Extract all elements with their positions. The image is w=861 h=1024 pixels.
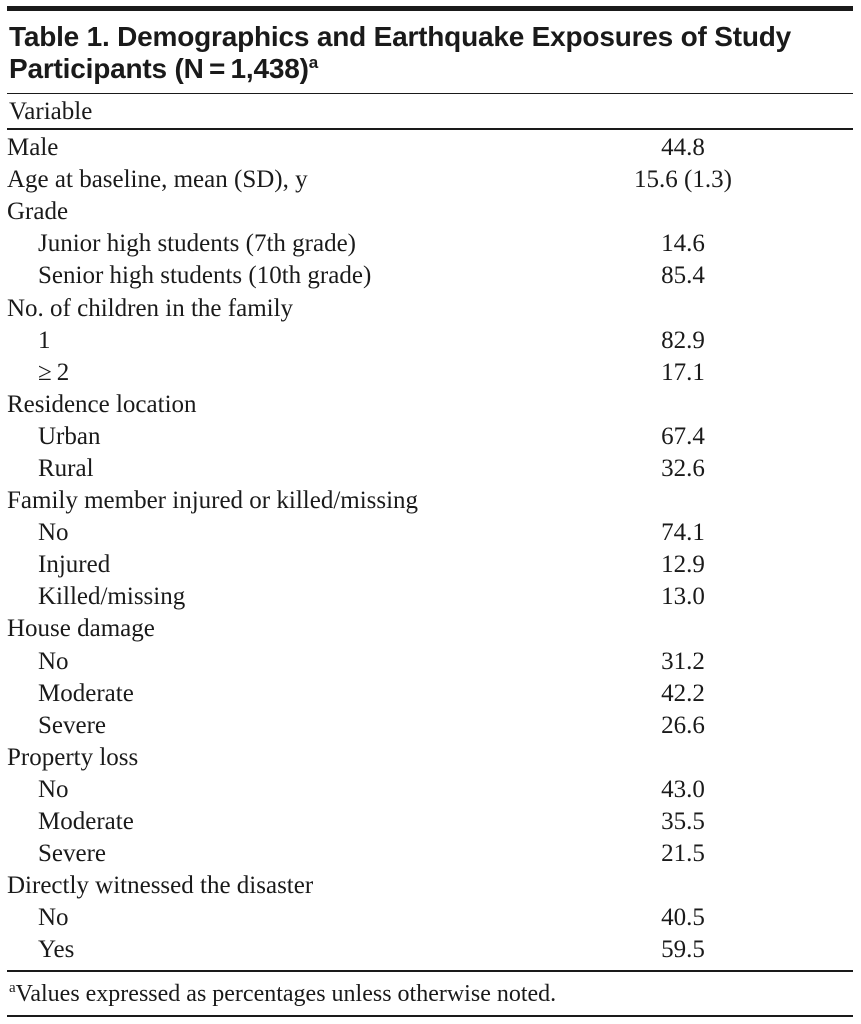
table-row xyxy=(7,164,853,196)
row-value: 85.4 xyxy=(661,262,705,290)
table-row xyxy=(7,613,853,645)
row-label: Moderate xyxy=(38,808,134,836)
table-row xyxy=(7,228,853,260)
row-value: 15.6 (1.3) xyxy=(634,166,732,194)
row-value-cell xyxy=(661,581,853,613)
row-label: Property loss xyxy=(7,743,139,771)
table-row xyxy=(7,581,853,613)
row-label: Grade xyxy=(7,198,69,226)
table-row xyxy=(7,292,853,324)
row-value-cell xyxy=(661,260,853,292)
row-label: 1 xyxy=(38,326,51,354)
row-value-cell xyxy=(661,549,853,581)
row-label: No xyxy=(38,519,69,547)
row-value-cell xyxy=(661,902,853,934)
row-value: 26.6 xyxy=(661,711,705,739)
row-value-cell xyxy=(661,646,853,678)
row-label: Junior high students (7th grade) xyxy=(38,230,357,258)
row-label: Directly witnessed the disaster xyxy=(7,872,314,900)
data-table xyxy=(7,132,853,966)
table-row xyxy=(7,902,853,934)
row-label: Residence location xyxy=(7,390,197,418)
footnote-marker: a xyxy=(9,980,16,997)
row-label: Male xyxy=(7,134,59,162)
row-label: Severe xyxy=(38,711,107,739)
row-value: 44.8 xyxy=(661,134,705,162)
table-row xyxy=(7,453,853,485)
row-label: Senior high students (10th grade) xyxy=(38,262,372,290)
table-body xyxy=(7,132,853,966)
table-row xyxy=(7,838,853,870)
row-value-cell xyxy=(661,710,853,742)
row-value-cell xyxy=(683,870,853,902)
row-label: No xyxy=(38,904,69,932)
row-value: 12.9 xyxy=(661,551,705,579)
row-value-cell xyxy=(661,678,853,710)
row-value-cell xyxy=(683,742,853,774)
row-label: Rural xyxy=(38,454,94,482)
row-value-cell xyxy=(683,196,853,228)
row-label: No. of children in the family xyxy=(7,294,294,322)
row-value-cell xyxy=(661,421,853,453)
row-value-cell xyxy=(661,838,853,870)
table-title-footnote-marker: a xyxy=(308,53,319,72)
table-row xyxy=(7,196,853,228)
table-row xyxy=(7,389,853,421)
row-label: House damage xyxy=(7,615,155,643)
row-label: Family member injured or killed/missing xyxy=(7,487,419,515)
footnote-text: Values expressed as percentages unless otherwise noted. xyxy=(15,981,557,1008)
row-value-cell xyxy=(661,517,853,549)
row-label: No xyxy=(38,775,69,803)
foot-rule xyxy=(7,1015,853,1017)
row-value: 42.2 xyxy=(661,679,705,707)
table-row xyxy=(7,710,853,742)
row-value: 40.5 xyxy=(661,904,705,932)
row-value-cell xyxy=(661,453,853,485)
row-label: Severe xyxy=(38,840,107,868)
row-value: 35.5 xyxy=(661,808,705,836)
row-value-cell xyxy=(683,292,853,324)
table-row xyxy=(7,774,853,806)
row-label: Moderate xyxy=(38,679,134,707)
header-rule xyxy=(7,128,853,130)
table-title-text: Table 1. Demographics and Earthquake Exposures of Study Participants (N = 1,438) xyxy=(9,21,792,84)
row-label: Yes xyxy=(38,936,75,964)
table-title xyxy=(9,21,853,85)
table-row xyxy=(7,357,853,389)
row-value-cell xyxy=(661,774,853,806)
column-header xyxy=(7,94,853,128)
footnote xyxy=(7,972,853,1010)
row-value: 14.6 xyxy=(661,230,705,258)
table-row xyxy=(7,806,853,838)
row-value: 43.0 xyxy=(661,775,705,803)
row-value: 59.5 xyxy=(661,936,705,964)
table-row xyxy=(7,517,853,549)
table-row xyxy=(7,132,853,164)
row-value: 17.1 xyxy=(661,358,705,386)
row-value-cell xyxy=(661,357,853,389)
row-label: Injured xyxy=(38,551,111,579)
table-row xyxy=(7,260,853,292)
table-row xyxy=(7,549,853,581)
table-row xyxy=(7,678,853,710)
row-value: 82.9 xyxy=(661,326,705,354)
row-value: 74.1 xyxy=(661,519,705,547)
row-value: 21.5 xyxy=(661,840,705,868)
row-value: 32.6 xyxy=(661,454,705,482)
table-row xyxy=(7,934,853,966)
row-label: Age at baseline, mean (SD), y xyxy=(7,166,308,194)
table-row xyxy=(7,421,853,453)
row-value: 67.4 xyxy=(661,422,705,450)
row-value-cell xyxy=(683,613,853,645)
row-value-cell xyxy=(661,132,853,164)
row-value-cell xyxy=(683,389,853,421)
row-value-cell xyxy=(661,934,853,966)
row-value-cell xyxy=(634,164,853,196)
table-container xyxy=(7,6,853,1017)
row-label: ≥ 2 xyxy=(38,358,70,386)
row-value-cell xyxy=(661,228,853,260)
table-row xyxy=(7,485,853,517)
row-value: 13.0 xyxy=(661,583,705,611)
column-header-variable: Variable xyxy=(9,98,93,125)
top-rule xyxy=(7,6,853,11)
table-row xyxy=(7,325,853,357)
table-row xyxy=(7,870,853,902)
row-label: Urban xyxy=(38,422,101,450)
row-value: 31.2 xyxy=(661,647,705,675)
row-value-cell xyxy=(661,806,853,838)
row-label: Killed/missing xyxy=(38,583,186,611)
table-row xyxy=(7,646,853,678)
row-value-cell xyxy=(661,325,853,357)
table-row xyxy=(7,742,853,774)
row-value-cell xyxy=(683,485,853,517)
row-label: No xyxy=(38,647,69,675)
